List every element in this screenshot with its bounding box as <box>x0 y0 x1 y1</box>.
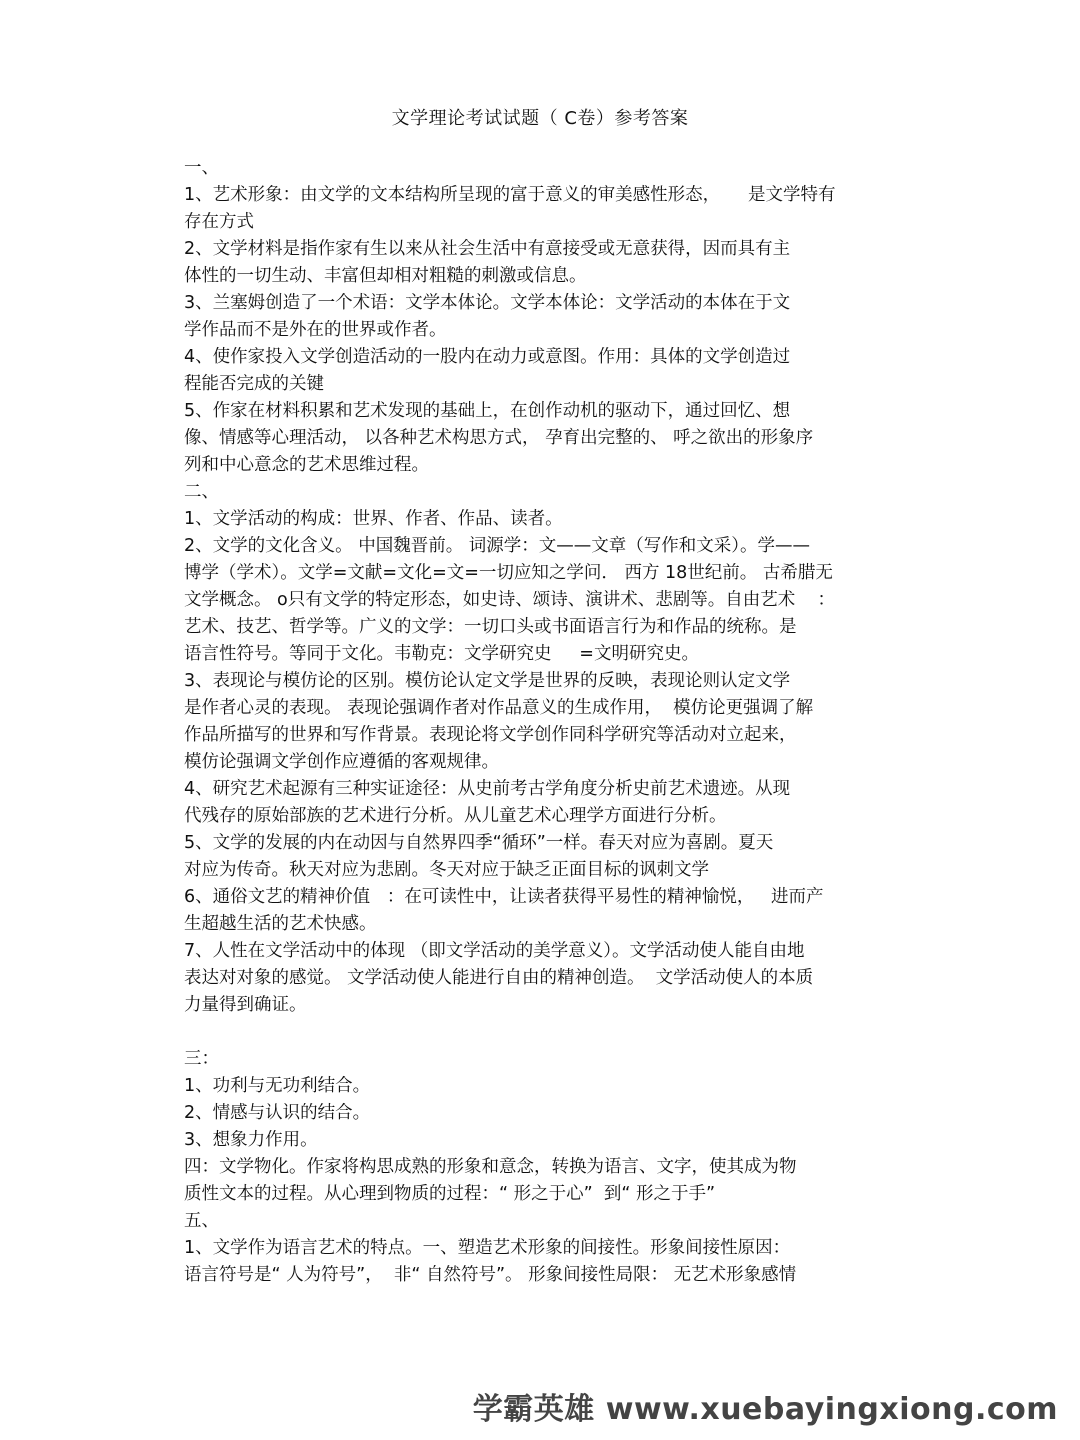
text-line: 列和中心意念的艺术思维过程。 <box>184 455 429 475</box>
text-line: 质性文本的过程。从心理到物质的过程：“ 形之于心” 到“ 形之于手” <box>184 1184 716 1204</box>
text-line: 体性的一切生动、丰富但却相对粗糙的刺激或信息。 <box>184 266 587 286</box>
text-line: 1、艺术形象：由文学的文本结构所呈现的富于意义的审美感性形态， 是文学特有 <box>184 185 836 205</box>
text-line: 作品所描写的世界和写作背景。表现论将文学创作同科学研究等活动对立起来， <box>184 725 797 745</box>
blank-line <box>184 1019 904 1046</box>
text-line: 四：文学物化。作家将构思成熟的形象和意念，转换为语言、文字，使其成为物 <box>184 1157 797 1177</box>
text-line: 5、作家在材料积累和艺术发现的基础上，在创作动机的驱动下，通过回忆、想 <box>184 401 791 421</box>
text-line: 1、文学活动的构成：世界、作者、作品、读者。 <box>184 509 563 529</box>
text-line: 文学概念。 o只有文学的特定形态，如史诗、颂诗、演讲术、悲剧等。自由艺术 ： <box>184 590 836 610</box>
watermark: 学霸英雄 www.xuebayingxiong.com <box>472 1392 1058 1427</box>
text-line: 3、兰塞姆创造了一个术语：文学本体论。文学本体论：文学活动的本体在于文 <box>184 293 791 313</box>
text-line: 艺术、技艺、哲学等。广义的文学：一切口头或书面语言行为和作品的统称。是 <box>184 617 797 637</box>
text-line: 2、文学材料是指作家有生以来从社会生活中有意接受或无意获得，因而具有主 <box>184 239 791 259</box>
text-line: 二、 <box>184 482 219 502</box>
text-line: 是作者心灵的表现。 表现论强调作者对作品意义的生成作用， 模仿论更强调了解 <box>184 698 814 718</box>
text-line: 力量得到确证。 <box>184 995 307 1015</box>
text-line: 4、使作家投入文学创造活动的一股内在动力或意图。作用：具体的文学创造过 <box>184 347 791 367</box>
document-body <box>184 155 904 1289</box>
text-line: 一、 <box>184 158 219 178</box>
text-line: 五、 <box>184 1211 219 1231</box>
text-line: 三： <box>184 1049 219 1069</box>
text-line: 5、文学的发展的内在动因与自然界四季“循环”一样。春天对应为喜剧。夏天 <box>184 833 774 853</box>
text-line: 7、人性在文学活动中的体现 （即文学活动的美学意义）。文学活动使人能自由地 <box>184 941 805 961</box>
text-line: 代残存的原始部族的艺术进行分析。从儿童艺术心理学方面进行分析。 <box>184 806 727 826</box>
text-line: 语言符号是“ 人为符号”， 非“ 自然符号”。 形象间接性局限： 无艺术形象感情 <box>184 1265 797 1285</box>
document-title: 文学理论考试试题（ C卷）参考答案 <box>391 108 689 129</box>
text-line: 4、研究艺术起源有三种实证途径：从史前考古学角度分析史前艺术遗迹。从现 <box>184 779 791 799</box>
text-line: 程能否完成的关键 <box>184 374 324 394</box>
text-line: 3、表现论与模仿论的区别。模仿论认定文学是世界的反映，表现论则认定文学 <box>184 671 791 691</box>
text-line: 1、文学作为语言艺术的特点。一、塑造艺术形象的间接性。形象间接性原因： <box>184 1238 791 1258</box>
text-line: 6、通俗文艺的精神价值 ：在可读性中，让读者获得平易性的精神愉悦， 进而产 <box>184 887 824 907</box>
text-line: 2、情感与认识的结合。 <box>184 1103 371 1123</box>
text-line: 表达对对象的感觉。 文学活动使人能进行自由的精神创造。 文学活动使人的本质 <box>184 968 814 988</box>
text-line: 1、功利与无功利结合。 <box>184 1076 371 1096</box>
text-line: 2、文学的文化含义。 中国魏晋前。 词源学：文——文章（写作和文采）。学—— <box>184 536 811 556</box>
text-line: 博学（学术）。文学=文献=文化=文=一切应知之学问． 西方 18世纪前。 古希腊无 <box>184 563 833 583</box>
text-line: 生超越生活的艺术快感。 <box>184 914 377 934</box>
text-line: 3、想象力作用。 <box>184 1130 318 1150</box>
text-line: 像、情感等心理活动， 以各种艺术构思方式， 孕育出完整的、 呼之欲出的形象序 <box>184 428 814 448</box>
text-line: 存在方式 <box>184 212 254 232</box>
text-line: 模仿论强调文学创作应遵循的客观规律。 <box>184 752 499 772</box>
text-line: 对应为传奇。秋天对应为悲剧。冬天对应于缺乏正面目标的讽刺文学 <box>184 860 709 880</box>
text-line: 语言性符号。等同于文化。韦勒克：文学研究史 =文明研究史。 <box>184 644 699 664</box>
text-line: 学作品而不是外在的世界或作者。 <box>184 320 447 340</box>
